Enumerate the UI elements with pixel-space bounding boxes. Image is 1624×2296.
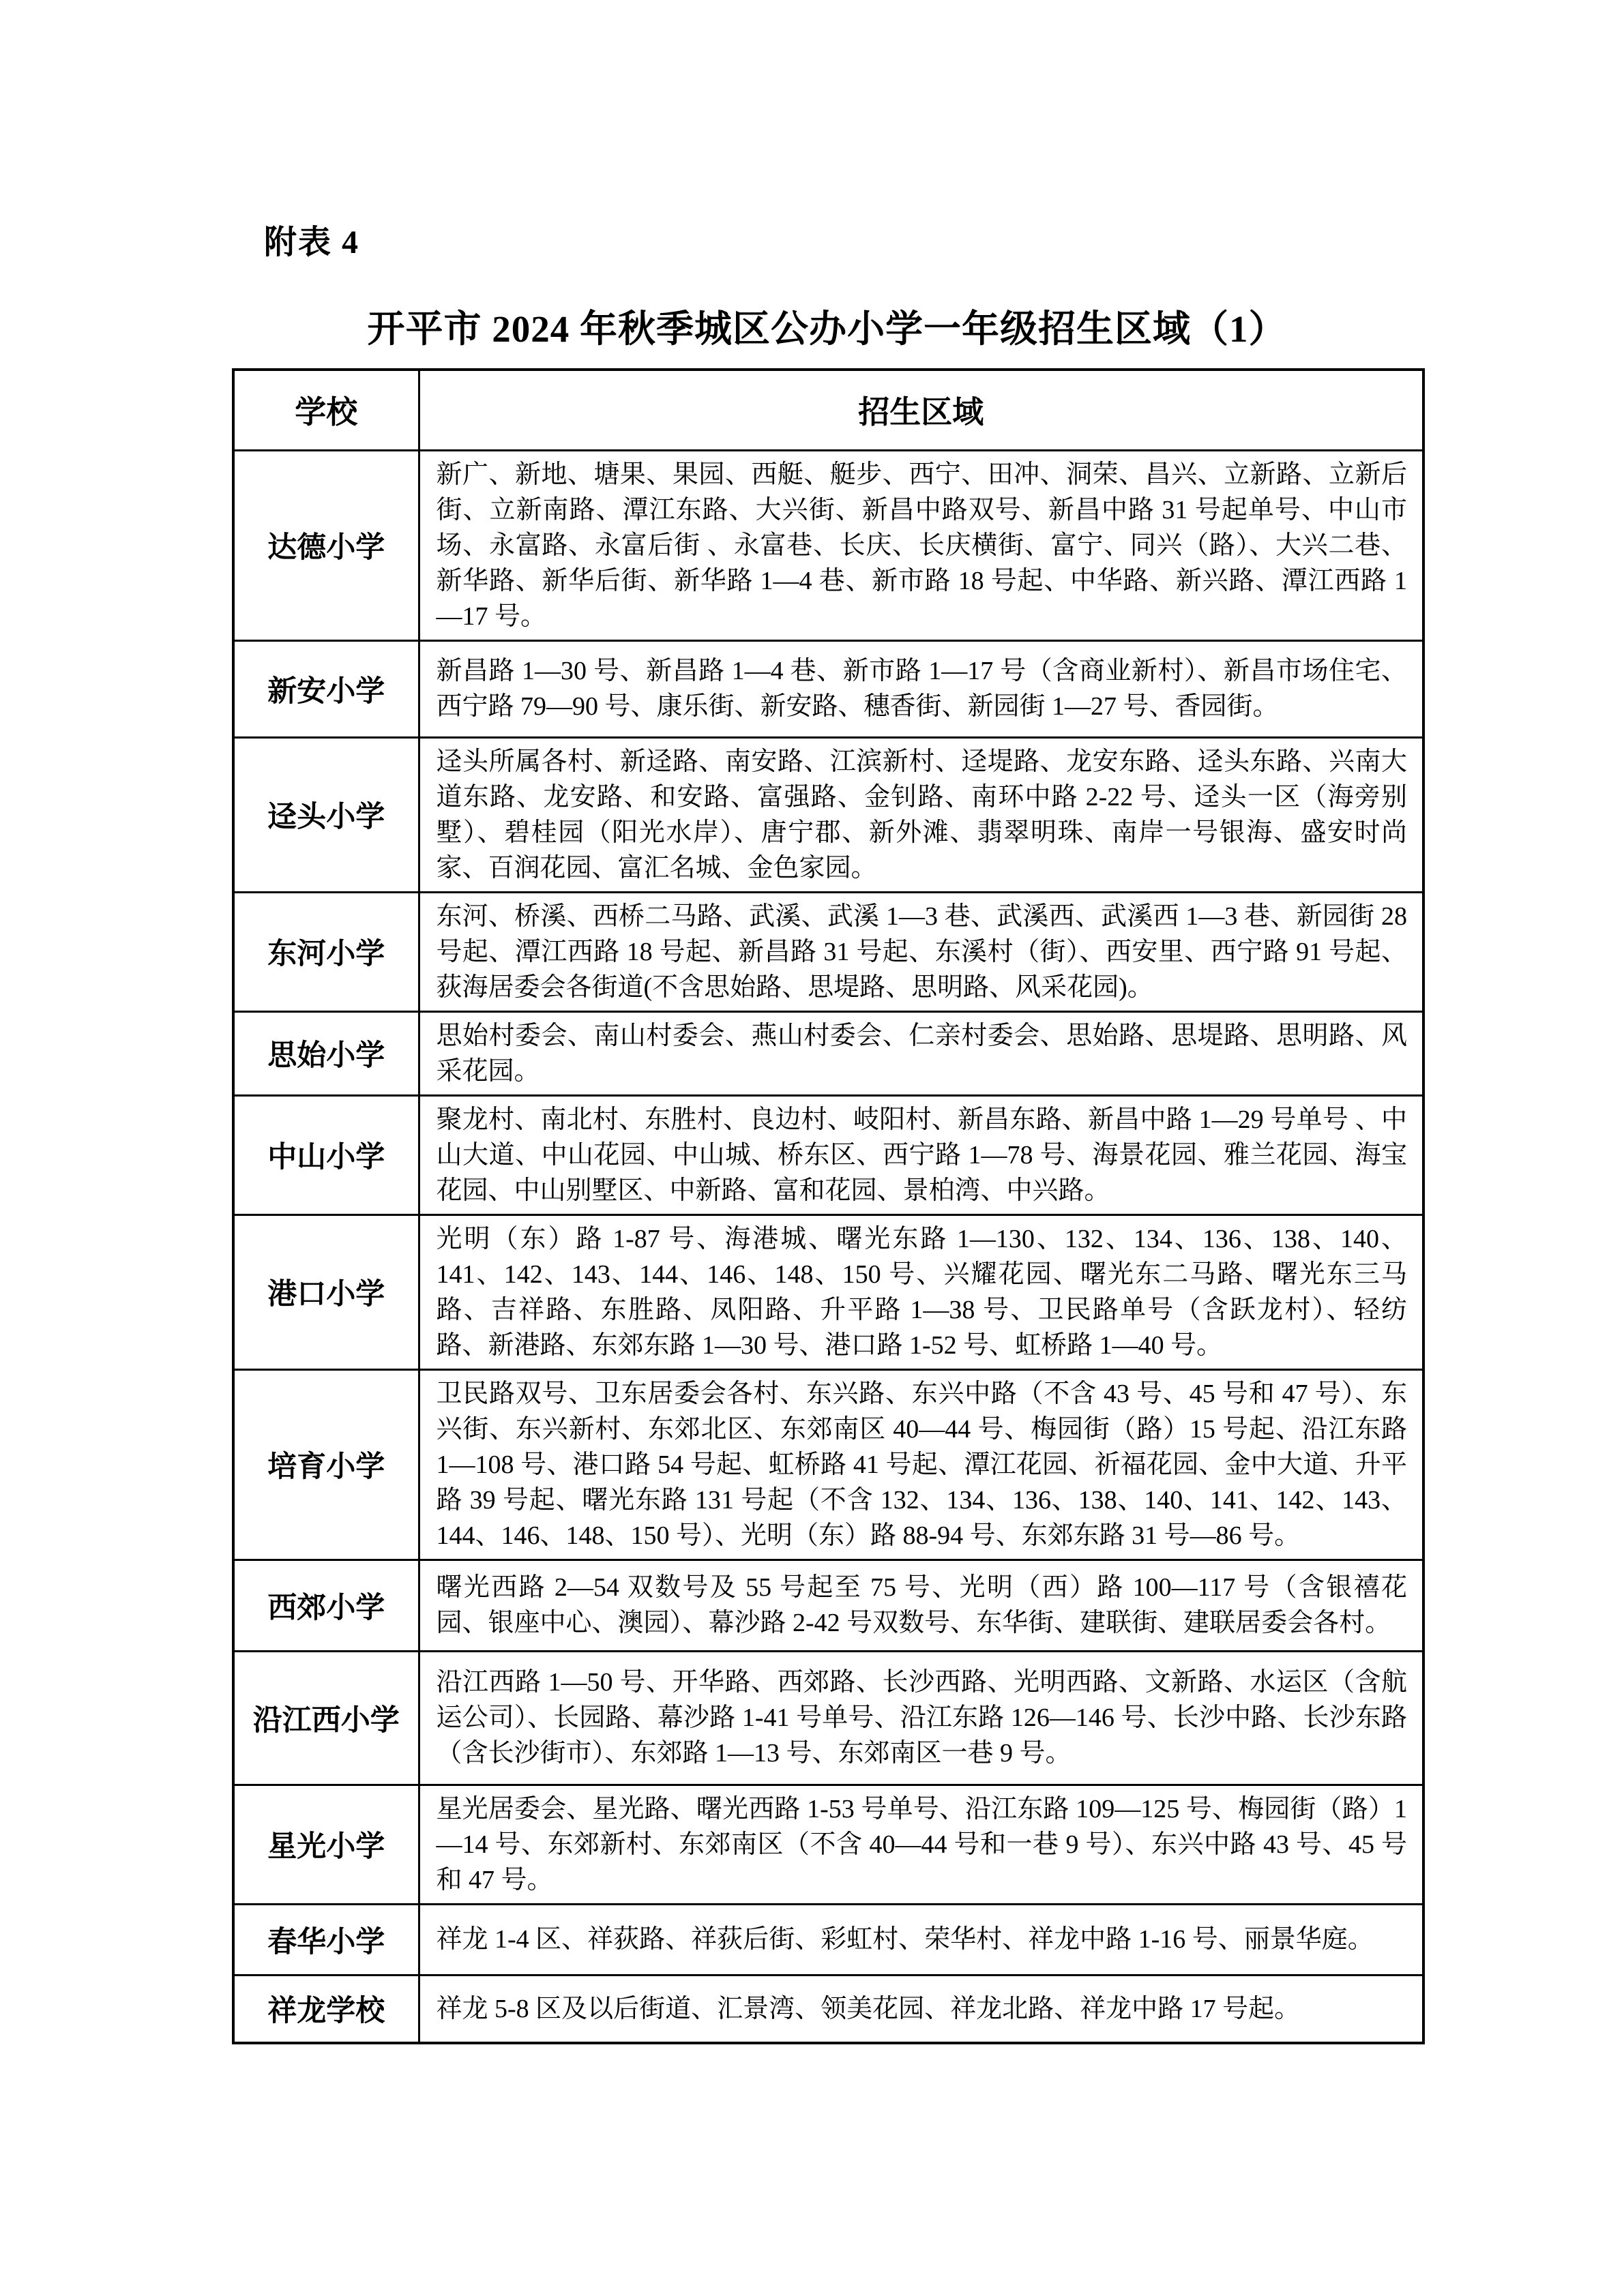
column-header-district: 招生区域 — [419, 370, 1423, 450]
district-text: 卫民路双号、卫东居委会各村、东兴路、东兴中路（不含 43 号、45 号和 47 号）、东兴街、东兴新村、东郊北区、东郊南区 40—44 号、梅园街（路）15 号起、沿江东路 1—108 号、港口路 54 号起、虹桥路 41 号起、潭江花园、祈福花园、金中大道、升平路 39 号起、曙光东路 131 号起（不含 132、134、136、138、140、141、142、143、144、146、148、150 号）、光明（东）路 88-94 号、东郊东路 31 号—86 号。 — [419, 1369, 1423, 1560]
school-name: 思始小学 — [233, 1011, 419, 1095]
table-row — [233, 1975, 1423, 2043]
district-text: 聚龙村、南北村、东胜村、良边村、岐阳村、新昌东路、新昌中路 1—29 号单号 、中山大道、中山花园、中山城、桥东区、西宁路 1—78 号、海景花园、雅兰花园、海宝花园、中山别墅区、中新路、富和花园、景柏湾、中兴路。 — [419, 1095, 1423, 1214]
table-row — [233, 1904, 1423, 1975]
school-name: 星光小学 — [233, 1785, 419, 1904]
district-text: 思始村委会、南山村委会、燕山村委会、仁亲村委会、思始路、思堤路、思明路、风采花园。 — [419, 1011, 1423, 1095]
district-text: 新广、新地、塘果、果园、西艇、艇步、西宁、田冲、洞荣、昌兴、立新路、立新后街、立新南路、潭江东路、大兴街、新昌中路双号、新昌中路 31 号起单号、中山市场、永富路、永富后街 、永富巷、长庆、长庆横街、富宁、同兴（路）、大兴二巷、新华路、新华后街、新华路 1—4 巷、新市路 18 号起、中华路、新兴路、潭江西路 1—17 号。 — [419, 450, 1423, 640]
school-name: 达德小学 — [233, 450, 419, 640]
school-name: 培育小学 — [233, 1369, 419, 1560]
district-text: 沿江西路 1—50 号、开华路、西郊路、长沙西路、光明西路、文新路、水运区（含航运公司）、长园路、幕沙路 1-41 号单号、沿江东路 126—146 号、长沙中路、长沙东路（含长沙街市）、东郊路 1—13 号、东郊南区一巷 9 号。 — [419, 1651, 1423, 1785]
table-header-row — [233, 370, 1423, 450]
table-row — [233, 1369, 1423, 1560]
district-text: 曙光西路 2—54 双数号及 55 号起至 75 号、光明（西）路 100—117 号（含银禧花园、银座中心、澳园）、幕沙路 2-42 号双数号、东华街、建联街、建联居委会各村。 — [419, 1560, 1423, 1651]
school-name: 迳头小学 — [233, 737, 419, 892]
table-row — [233, 1560, 1423, 1651]
school-name: 西郊小学 — [233, 1560, 419, 1651]
school-name: 东河小学 — [233, 892, 419, 1011]
page-title: 开平市 2024 年秋季城区公办小学一年级招生区域（1） — [367, 308, 1287, 350]
school-name: 沿江西小学 — [233, 1651, 419, 1785]
table-row — [233, 1651, 1423, 1785]
annex-label: 附表 4 — [264, 224, 360, 260]
column-header-school: 学校 — [233, 370, 419, 450]
enrollment-district-table — [232, 368, 1425, 2044]
district-text: 新昌路 1—30 号、新昌路 1—4 巷、新市路 1—17 号（含商业新村）、新昌市场住宅、西宁路 79—90 号、康乐街、新安路、穗香街、新园街 1—27 号、香园街。 — [419, 640, 1423, 737]
table-row — [233, 1011, 1423, 1095]
district-text: 迳头所属各村、新迳路、南安路、江滨新村、迳堤路、龙安东路、迳头东路、兴南大道东路、龙安路、和安路、富强路、金钊路、南环中路 2-22 号、迳头一区（海旁别墅）、碧桂园（阳光水岸）、唐宁郡、新外滩、翡翠明珠、南岸一号银海、盛安时尚家、百润花园、富汇名城、金色家园。 — [419, 737, 1423, 892]
table-row — [233, 450, 1423, 640]
school-name: 祥龙学校 — [233, 1975, 419, 2043]
school-name: 港口小学 — [233, 1214, 419, 1369]
table-row — [233, 1095, 1423, 1214]
table-row — [233, 1214, 1423, 1369]
district-text: 光明（东）路 1-87 号、海港城、曙光东路 1—130、132、134、136、138、140、141、142、143、144、146、148、150 号、兴耀花园、曙光东二马路、曙光东三马路、吉祥路、东胜路、凤阳路、升平路 1—38 号、卫民路单号（含跃龙村）、轻纺路、新港路、东郊东路 1—30 号、港口路 1-52 号、虹桥路 1—40 号。 — [419, 1214, 1423, 1369]
table-row — [233, 737, 1423, 892]
district-text: 东河、桥溪、西桥二马路、武溪、武溪 1—3 巷、武溪西、武溪西 1—3 巷、新园街 28 号起、潭江西路 18 号起、新昌路 31 号起、东溪村（街）、西安里、西宁路 91 号起、荻海居委会各街道(不含思始路、思堤路、思明路、风采花园)。 — [419, 892, 1423, 1011]
district-text: 祥龙 1-4 区、祥荻路、祥荻后街、彩虹村、荣华村、祥龙中路 1-16 号、丽景华庭。 — [419, 1904, 1423, 1975]
table-row — [233, 892, 1423, 1011]
district-text: 星光居委会、星光路、曙光西路 1-53 号单号、沿江东路 109—125 号、梅园街（路）1—14 号、东郊新村、东郊南区（不含 40—44 号和一巷 9 号）、东兴中路 43 号、45 号和 47 号。 — [419, 1785, 1423, 1904]
school-name: 中山小学 — [233, 1095, 419, 1214]
school-name: 春华小学 — [233, 1904, 419, 1975]
school-name: 新安小学 — [233, 640, 419, 737]
table-row — [233, 1785, 1423, 1904]
table-row — [233, 640, 1423, 737]
district-text: 祥龙 5-8 区及以后街道、汇景湾、领美花园、祥龙北路、祥龙中路 17 号起。 — [419, 1975, 1423, 2043]
